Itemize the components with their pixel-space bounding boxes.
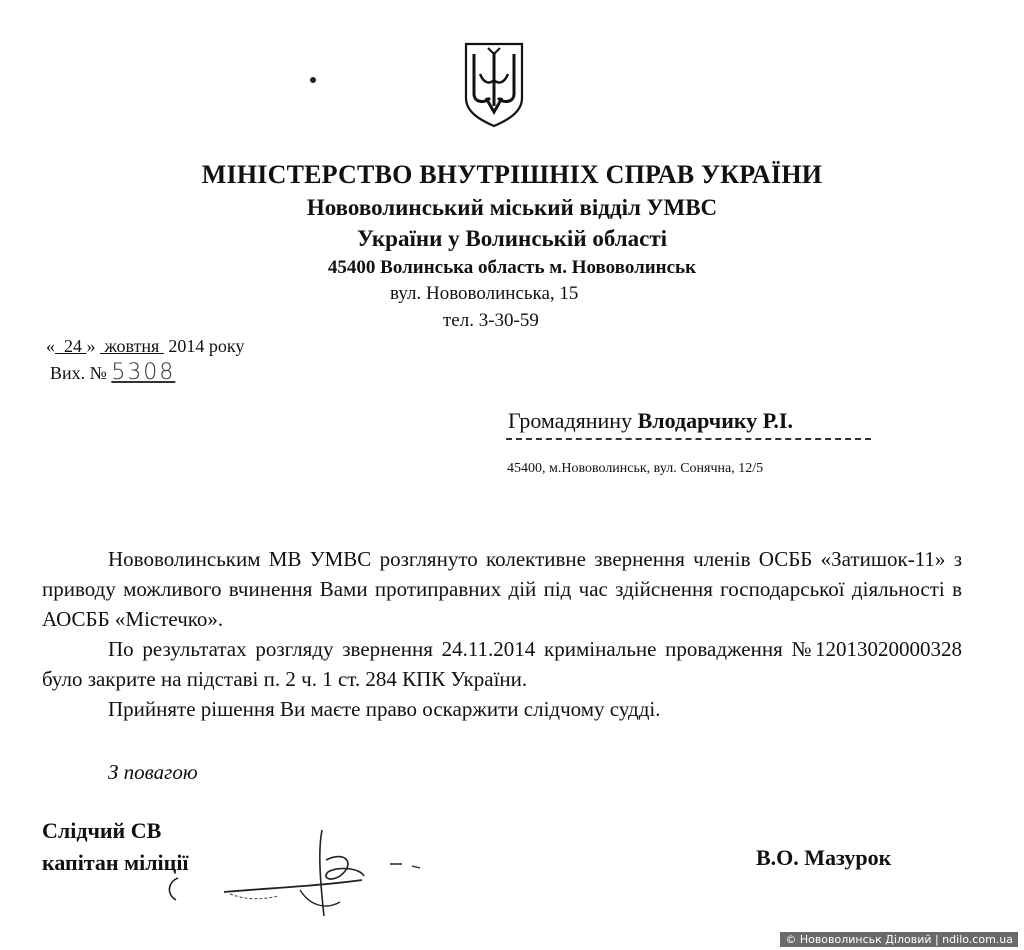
signer-name: В.О. Мазурок bbox=[756, 845, 892, 870]
outgoing-number: 5308 bbox=[111, 360, 176, 385]
signer-position-line-1: Слідчий СВ bbox=[42, 818, 162, 843]
handwritten-signature-icon bbox=[150, 820, 450, 920]
addressee-name: Влодарчику Р.І. bbox=[637, 408, 793, 433]
outgoing-label: Вих. № bbox=[50, 363, 107, 383]
date-close-quote: » bbox=[86, 336, 96, 356]
date-month: жовтня bbox=[104, 336, 160, 356]
outgoing-number-line bbox=[50, 360, 175, 385]
date-day: 24 bbox=[64, 336, 82, 356]
coat-of-arms-icon bbox=[462, 40, 526, 128]
addressee-dash-line bbox=[506, 438, 871, 440]
postal-address: 45400 Волинська область м. Нововолинськ bbox=[327, 257, 697, 278]
ink-dot bbox=[310, 77, 316, 83]
addressee-prefix: Громадянину bbox=[508, 408, 638, 433]
ministry-title: МІНІСТЕРСТВО ВНУТРІШНІХ СПРАВ УКРАЇНИ bbox=[201, 160, 823, 189]
date-year: 2014 року bbox=[168, 336, 245, 356]
body-paragraph-3: Прийняте рішення Ви маєте право оскаржити слідчому судді. bbox=[108, 697, 661, 721]
street-address: вул. Нововолинська, 15 bbox=[390, 283, 579, 304]
signer-position-line-2: капітан міліції bbox=[42, 850, 189, 875]
department-line-2: України у Волинській області bbox=[356, 226, 668, 251]
department-line-1: Нововолинський міський відділ УМВС bbox=[306, 195, 718, 220]
source-watermark: © Нововолинськ Діловий | ndilo.com.ua bbox=[780, 932, 1018, 947]
addressee-address: 45400, м.Нововолинськ, вул. Сонячна, 12/5 bbox=[507, 461, 764, 476]
phone-number: тел. 3-30-59 bbox=[443, 310, 539, 331]
body-paragraph-2: По результатах розгляду звернення 24.11.2014 кримінальне провадження №12013020000328 було закрите на підставі п. 2 ч. 1 ст. 284 КПК України. bbox=[42, 637, 962, 691]
regards: З повагою bbox=[108, 760, 198, 784]
body-paragraph-1: Нововолинським МВ УМВС розглянуто колективне звернення членів ОСББ «Затишок-11» з приводу можливого вчинення Вами протиправних дій під час здійснення господарської діяльності в АОСББ «Містечко». bbox=[42, 547, 962, 631]
letter-body bbox=[42, 544, 962, 724]
document-date bbox=[46, 336, 244, 357]
addressee bbox=[508, 408, 793, 434]
date-open-quote: « bbox=[46, 336, 55, 356]
